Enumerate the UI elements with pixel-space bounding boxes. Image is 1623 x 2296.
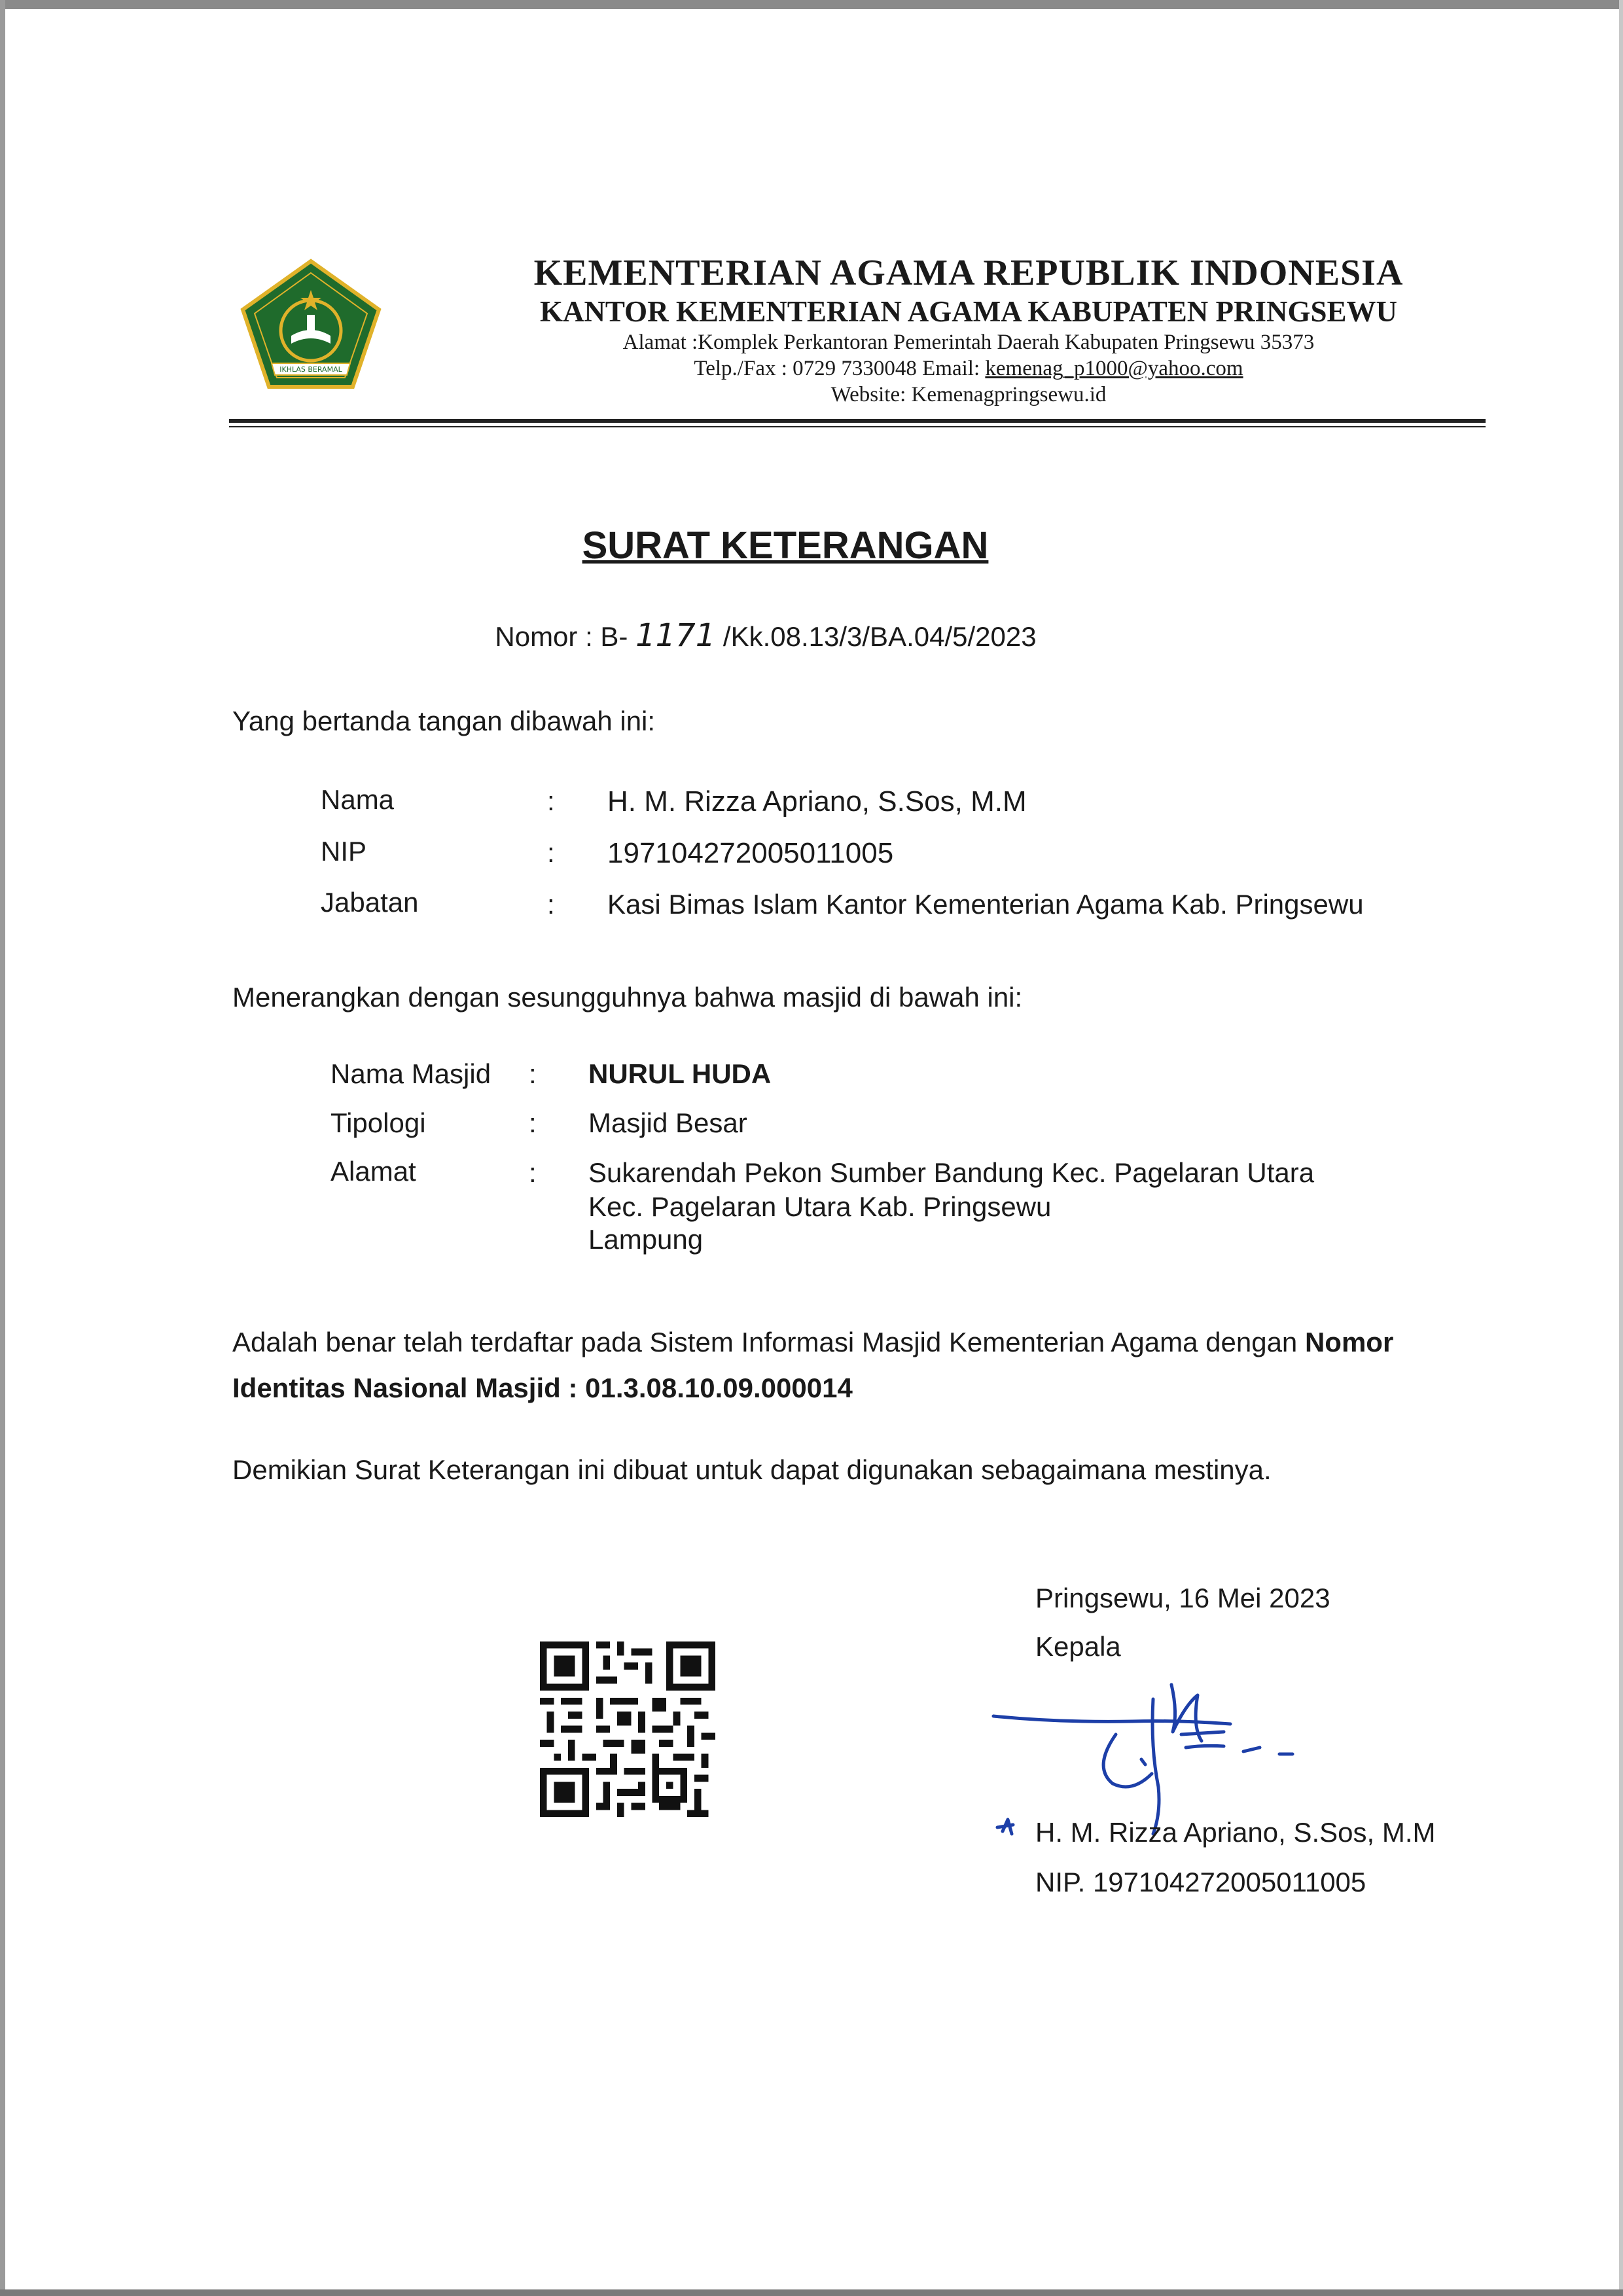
registration-text: Adalah benar telah terdaftar pada Sistem Informasi Masjid Kementerian Agama dengan — [232, 1327, 1305, 1357]
mosque-type-value: Masjid Besar — [588, 1107, 747, 1138]
number-label: Nomor : B- — [495, 621, 636, 652]
mosque-name-label: Nama Masjid — [330, 1058, 491, 1089]
closing-text: Demikian Surat Keterangan ini dibuat untuk dapat digunakan sebagaimana mestinya. — [232, 1454, 1272, 1485]
letterhead-ministry: KEMENTERIAN AGAMA REPUBLIK INDONESIA — [533, 253, 1404, 293]
signature-name: H. M. Rizza Apriano, S.Sos, M.M — [1035, 1817, 1436, 1848]
letterhead-email-link[interactable]: kemenag_p1000@yahoo.com — [985, 357, 1243, 380]
scan-border-bottom — [0, 2289, 1623, 2296]
document-title: SURAT KETERANGAN — [582, 524, 989, 567]
letterhead-contact — [340, 357, 1597, 381]
letterhead-phone: Telp./Fax : 0729 7330048 Email: — [694, 357, 986, 380]
mosque-name-sep: : — [529, 1058, 537, 1089]
handwritten-signature-icon — [982, 1649, 1322, 1846]
qr-code-icon — [540, 1641, 715, 1817]
letterhead-office: KANTOR KEMENTERIAN AGAMA KABUPATEN PRINGSEWU — [539, 295, 1398, 328]
mosque-name-value: NURUL HUDA — [588, 1058, 772, 1089]
intro-text: Yang bertanda tangan dibawah ini: — [232, 706, 656, 736]
official-nip-sep: : — [547, 837, 555, 868]
mosque-address-label: Alamat — [330, 1156, 416, 1187]
official-nip-label: NIP — [321, 836, 367, 867]
official-name-sep: : — [547, 785, 555, 816]
official-position-value: Kasi Bimas Islam Kantor Kementerian Agama Kab. Pringsewu — [607, 889, 1364, 920]
letterhead-rule-thick — [229, 419, 1486, 423]
registration-bold-a: Nomor — [1304, 1327, 1394, 1357]
mosque-type-label: Tipologi — [330, 1107, 426, 1138]
signature-position: Kepala — [1035, 1631, 1121, 1662]
signature-place-date: Pringsewu, 16 Mei 2023 — [1035, 1583, 1330, 1613]
mosque-address-line-1: Sukarendah Pekon Sumber Bandung Kec. Pagelaran Utara — [588, 1157, 1315, 1188]
signature-nip: NIP. 197104272005011005 — [1035, 1867, 1366, 1897]
mosque-address-line-2: Kec. Pagelaran Utara Kab. Pringsewu — [588, 1191, 1052, 1222]
official-name-value: H. M. Rizza Apriano, S.Sos, M.M — [607, 785, 1027, 817]
mosque-address-line-3: Lampung — [588, 1224, 704, 1255]
scan-border-left — [0, 0, 5, 2296]
official-name-label: Nama — [321, 784, 395, 815]
official-nip-value: 197104272005011005 — [607, 837, 894, 869]
document-number — [0, 617, 1531, 654]
registration-statement — [232, 1319, 1495, 1411]
mosque-type-sep: : — [529, 1107, 537, 1138]
registration-nim: Identitas Nasional Masjid : 01.3.08.10.09.000014 — [232, 1372, 853, 1403]
mosque-address-sep: : — [529, 1157, 537, 1188]
letterhead-address: Alamat :Komplek Perkantoran Pemerintah Daerah Kabupaten Pringsewu 35373 — [622, 331, 1315, 354]
logo-motto: IKHLAS BERAMAL — [279, 365, 342, 374]
declaration-text: Menerangkan dengan sesungguhnya bahwa masjid di bawah ini: — [232, 982, 1023, 1013]
scan-border-top — [0, 0, 1623, 9]
official-position-label: Jabatan — [321, 887, 419, 918]
scan-border-right — [1619, 0, 1623, 2296]
number-handwritten: 1171 — [635, 617, 716, 654]
letterhead-rule-thin — [229, 426, 1486, 427]
letterhead-website: Website: Kemenagpringsewu.id — [830, 383, 1107, 406]
number-suffix: /Kk.08.13/3/BA.04/5/2023 — [715, 621, 1037, 652]
official-position-sep: : — [547, 889, 555, 920]
